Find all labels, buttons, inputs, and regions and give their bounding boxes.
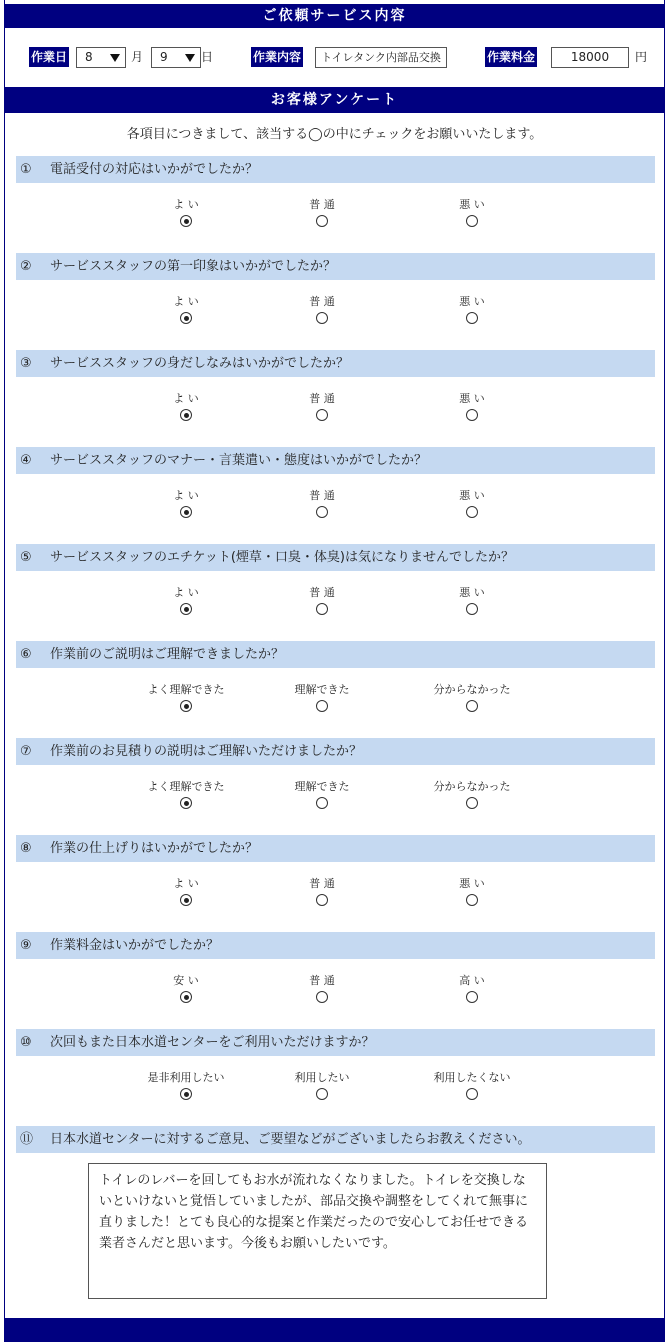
answer-option[interactable] [126, 295, 246, 324]
survey-instructions: 各項目につきまして、該当する◯の中にチェックをお願いいたします。 [126, 127, 543, 142]
answer-option[interactable] [412, 974, 532, 1003]
answer-option[interactable] [262, 198, 382, 227]
answer-option-label: 悪 い [459, 489, 485, 502]
question-text: 作業前のご説明はご理解できましたか？ [50, 647, 285, 662]
question-number: ⑥ [20, 647, 32, 662]
question-4 [16, 447, 655, 474]
question-5 [16, 544, 655, 571]
answer-option[interactable] [262, 683, 382, 712]
answer-option[interactable] [412, 683, 532, 712]
service-details [5, 28, 664, 87]
radio-checked-icon[interactable] [180, 215, 192, 227]
question-9 [16, 932, 655, 959]
answer-option-label: 普 通 [309, 586, 335, 599]
answer-option-label: 安 い [173, 974, 199, 987]
dropdown-arrow-icon [185, 54, 195, 62]
question-3 [16, 350, 655, 377]
answer-option[interactable] [126, 198, 246, 227]
answer-option-label: 普 通 [309, 198, 335, 211]
answer-option-label: よ い [173, 392, 199, 405]
radio-checked-icon[interactable] [180, 991, 192, 1003]
question-2 [16, 253, 655, 280]
radio-checked-icon[interactable] [180, 603, 192, 615]
answer-option[interactable] [412, 489, 532, 518]
radio-checked-icon[interactable] [180, 797, 192, 809]
question-text: サービススタッフの身だしなみはいかがでしたか？ [50, 356, 350, 371]
question-8 [16, 835, 655, 862]
dropdown-arrow-icon [110, 54, 120, 62]
answer-option-label: よく理解できた [147, 780, 225, 793]
question-number: ③ [20, 356, 32, 371]
answer-option-label: 普 通 [309, 392, 335, 405]
answer-option[interactable] [126, 586, 246, 615]
radio-unchecked-icon[interactable] [316, 215, 328, 227]
answer-option-label: よ い [173, 489, 199, 502]
day-unit: 日 [201, 50, 214, 64]
radio-unchecked-icon[interactable] [466, 894, 478, 906]
answer-option[interactable] [412, 198, 532, 227]
radio-unchecked-icon[interactable] [466, 700, 478, 712]
answer-option[interactable] [412, 877, 532, 906]
answer-option-label: 普 通 [309, 974, 335, 987]
answer-option[interactable] [126, 974, 246, 1003]
radio-unchecked-icon[interactable] [316, 700, 328, 712]
answer-option[interactable] [412, 295, 532, 324]
answer-option[interactable] [262, 1071, 382, 1100]
radio-unchecked-icon[interactable] [316, 1088, 328, 1100]
radio-unchecked-icon[interactable] [316, 506, 328, 518]
answer-option[interactable] [126, 780, 246, 809]
answer-option-label: 普 通 [309, 877, 335, 890]
answer-option-label: よ い [173, 295, 199, 308]
answer-option-label: 普 通 [309, 489, 335, 502]
radio-unchecked-icon[interactable] [466, 312, 478, 324]
answer-option[interactable] [412, 586, 532, 615]
radio-checked-icon[interactable] [180, 700, 192, 712]
question-10 [16, 1029, 655, 1056]
radio-checked-icon[interactable] [180, 312, 192, 324]
answer-option-label: 悪 い [459, 877, 485, 890]
comment-textarea[interactable]: トイレのレバーを回してもお水が流れなくなりました。トイレを交換しないといけないと覚悟していましたが、部品交換や調整をしてくれて無事に直りました！とても良心的な提案と作業だったので安心してお任せできる業者さんだと思います。今後もお願いしたいです。 [88, 1163, 547, 1299]
radio-unchecked-icon[interactable] [466, 409, 478, 421]
question-text: 作業前のお見積りの説明はご理解いただけましたか？ [50, 744, 363, 759]
answer-option[interactable] [262, 780, 382, 809]
answer-option-label: よく理解できた [147, 683, 225, 696]
question-number: ④ [20, 453, 32, 468]
question-number: ⑪ [20, 1132, 34, 1147]
service-header: ご依頼サービス内容 [5, 4, 664, 28]
radio-unchecked-icon[interactable] [466, 603, 478, 615]
question-number: ⑧ [20, 841, 32, 856]
answer-option[interactable] [126, 392, 246, 421]
question-number: ② [20, 259, 32, 274]
answer-option[interactable] [412, 392, 532, 421]
answer-option[interactable] [262, 295, 382, 324]
radio-unchecked-icon[interactable] [466, 991, 478, 1003]
question-number: ⑦ [20, 744, 32, 759]
day-select[interactable] [151, 47, 201, 68]
answer-option-label: 悪 い [459, 295, 485, 308]
answer-option-label: 普 通 [309, 295, 335, 308]
answer-option-label: よ い [173, 586, 199, 599]
answer-option-label: よ い [173, 877, 199, 890]
answer-option-label: 理解できた [294, 780, 350, 793]
answer-option-label: 高 い [459, 974, 485, 987]
question-7 [16, 738, 655, 765]
radio-unchecked-icon[interactable] [316, 409, 328, 421]
answer-option-label: 悪 い [459, 586, 485, 599]
answer-option-label: 分からなかった [433, 683, 511, 696]
work-fee-label: 作業料金 [485, 47, 537, 67]
answer-option-label: 悪 い [459, 392, 485, 405]
footer-bar [5, 1318, 664, 1342]
work-fee-field[interactable]: 18000 [551, 47, 629, 68]
answer-option[interactable] [262, 489, 382, 518]
radio-checked-icon[interactable] [180, 409, 192, 421]
answer-option-label: 利用したくない [433, 1071, 511, 1084]
day-value: 9 [160, 50, 168, 64]
answer-option-label: 悪 い [459, 198, 485, 211]
question-6 [16, 641, 655, 668]
month-unit: 月 [131, 50, 144, 64]
question-text: 日本水道センターに対するご意見、ご要望などがございましたらお教えください。 [50, 1132, 531, 1147]
question-text: 作業の仕上げりはいかがでしたか？ [50, 841, 259, 856]
answer-option[interactable] [126, 1071, 246, 1100]
radio-unchecked-icon[interactable] [466, 215, 478, 227]
question-text: サービススタッフの第一印象はいかがでしたか？ [50, 259, 337, 274]
answer-option[interactable] [262, 974, 382, 1003]
month-select[interactable] [76, 47, 126, 68]
radio-unchecked-icon[interactable] [316, 797, 328, 809]
work-date-label: 作業日 [29, 47, 69, 67]
answer-option[interactable] [126, 877, 246, 906]
answer-option[interactable] [262, 877, 382, 906]
answer-option-label: 利用したい [294, 1071, 350, 1084]
answer-option[interactable] [412, 780, 532, 809]
work-content-field[interactable]: トイレタンク内部品交換 [315, 47, 447, 68]
radio-checked-icon[interactable] [180, 894, 192, 906]
question-11 [16, 1126, 655, 1153]
radio-unchecked-icon[interactable] [316, 894, 328, 906]
answer-option[interactable] [412, 1071, 532, 1100]
radio-unchecked-icon[interactable] [316, 991, 328, 1003]
question-1 [16, 156, 655, 183]
radio-checked-icon[interactable] [180, 1088, 192, 1100]
answer-option-label: 理解できた [294, 683, 350, 696]
question-number: ⑩ [20, 1035, 32, 1050]
question-text: 次回もまた日本水道センターをご利用いただけますか？ [50, 1035, 375, 1050]
question-text: サービススタッフのマナー・言葉遣い・態度はいかがでしたか？ [50, 453, 428, 468]
answer-option[interactable] [126, 683, 246, 712]
answer-option[interactable] [262, 392, 382, 421]
answer-option-label: 分からなかった [433, 780, 511, 793]
survey-header: お客様アンケート [5, 87, 664, 113]
radio-unchecked-icon[interactable] [466, 797, 478, 809]
month-value: 8 [85, 50, 93, 64]
question-number: ⑨ [20, 938, 32, 953]
radio-unchecked-icon[interactable] [316, 312, 328, 324]
question-text: 作業料金はいかがでしたか？ [50, 938, 220, 953]
radio-unchecked-icon[interactable] [466, 1088, 478, 1100]
answer-option-label: 是非利用したい [147, 1071, 225, 1084]
answer-option[interactable] [262, 586, 382, 615]
answer-option[interactable] [126, 489, 246, 518]
radio-unchecked-icon[interactable] [316, 603, 328, 615]
question-text: サービススタッフのエチケット(煙草・口臭・体臭)は気になりませんでしたか？ [50, 550, 514, 565]
answer-option-label: よ い [173, 198, 199, 211]
work-content-label: 作業内容 [251, 47, 303, 67]
question-number: ⑤ [20, 550, 32, 565]
fee-unit: 円 [635, 50, 648, 64]
question-text: 電話受付の対応はいかがでしたか？ [50, 162, 259, 177]
radio-checked-icon[interactable] [180, 506, 192, 518]
question-number: ① [20, 162, 32, 177]
radio-unchecked-icon[interactable] [466, 506, 478, 518]
